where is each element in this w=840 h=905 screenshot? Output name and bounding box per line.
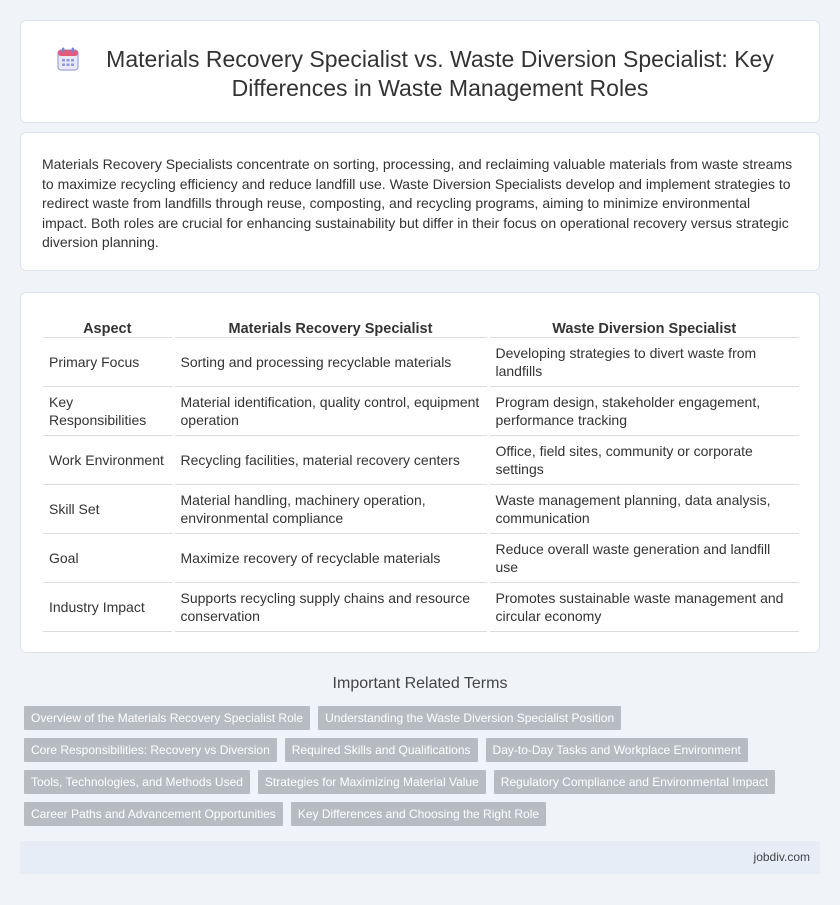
- related-term-tag[interactable]: Core Responsibilities: Recovery vs Diversion: [24, 738, 277, 762]
- related-terms-heading: Important Related Terms: [332, 675, 508, 692]
- intro-paragraph: Materials Recovery Specialists concentrate on sorting, processing, and reclaiming valuable materials from waste streams to maximize recycling efficiency and reduce landfill use. Waste Diversion Specialists develop and implement strategies to redirect waste from landfills through reuse, composting, and recycling programs, aiming to minimize environmental impact. Both roles are crucial for enhancing sustainability but differ in their focus on operational recovery versus strategic diversion planning.: [42, 156, 793, 250]
- column-header-aspect: Aspect: [43, 315, 173, 337]
- table-row: [43, 435, 799, 484]
- column-header-materials-recovery: Materials Recovery Specialist: [173, 315, 488, 337]
- table-cell: Primary Focus: [43, 337, 173, 386]
- table-cell: Office, field sites, community or corporate settings: [488, 435, 799, 484]
- related-term-tag[interactable]: Regulatory Compliance and Environmental Impact: [494, 770, 775, 794]
- table-cell: Work Environment: [43, 435, 173, 484]
- related-term-tag[interactable]: Required Skills and Qualifications: [285, 738, 478, 762]
- table-cell: Promotes sustainable waste management and circular economy: [488, 582, 799, 631]
- table-cell: Program design, stakeholder engagement, performance tracking: [488, 386, 799, 435]
- related-term-tag[interactable]: Understanding the Waste Diversion Specialist Position: [318, 706, 621, 730]
- related-term-tag[interactable]: Key Differences and Choosing the Right Role: [291, 802, 546, 826]
- table-cell: Reduce overall waste generation and landfill use: [488, 533, 799, 582]
- related-terms-list: [24, 706, 814, 834]
- table-row: [43, 386, 799, 435]
- table-row: [43, 533, 799, 582]
- table-cell: Material identification, quality control, equipment operation: [173, 386, 488, 435]
- comparison-table: [43, 315, 799, 632]
- table-cell: Supports recycling supply chains and resource conservation: [173, 582, 488, 631]
- table-cell: Developing strategies to divert waste from landfills: [488, 337, 799, 386]
- related-term-tag[interactable]: Tools, Technologies, and Methods Used: [24, 770, 250, 794]
- table-row: [43, 582, 799, 631]
- related-term-tag[interactable]: Strategies for Maximizing Material Value: [258, 770, 486, 794]
- related-term-tag[interactable]: Day-to-Day Tasks and Workplace Environment: [486, 738, 748, 762]
- table-cell: Key Responsibilities: [43, 386, 173, 435]
- intro-card: [20, 132, 820, 271]
- table-row: [43, 337, 799, 386]
- table-cell: Sorting and processing recyclable materials: [173, 337, 488, 386]
- table-cell: Recycling facilities, material recovery centers: [173, 435, 488, 484]
- table-cell: Waste management planning, data analysis, communication: [488, 484, 799, 533]
- page-title: Materials Recovery Specialist vs. Waste Diversion Specialist: Key Differences in Waste Management Roles: [106, 46, 774, 101]
- table-header-row: [43, 315, 799, 337]
- related-term-tag[interactable]: Overview of the Materials Recovery Specialist Role: [24, 706, 310, 730]
- table-row: [43, 484, 799, 533]
- table-cell: Goal: [43, 533, 173, 582]
- comparison-table-card: [20, 292, 820, 653]
- column-header-waste-diversion: Waste Diversion Specialist: [488, 315, 799, 337]
- table-cell: Industry Impact: [43, 582, 173, 631]
- footer: [20, 841, 820, 874]
- table-cell: Skill Set: [43, 484, 173, 533]
- footer-site-link[interactable]: jobdiv.com: [753, 850, 810, 864]
- related-term-tag[interactable]: Career Paths and Advancement Opportunities: [24, 802, 283, 826]
- header-card: [20, 20, 820, 123]
- table-cell: Maximize recovery of recyclable materials: [173, 533, 488, 582]
- table-cell: Material handling, machinery operation, environmental compliance: [173, 484, 488, 533]
